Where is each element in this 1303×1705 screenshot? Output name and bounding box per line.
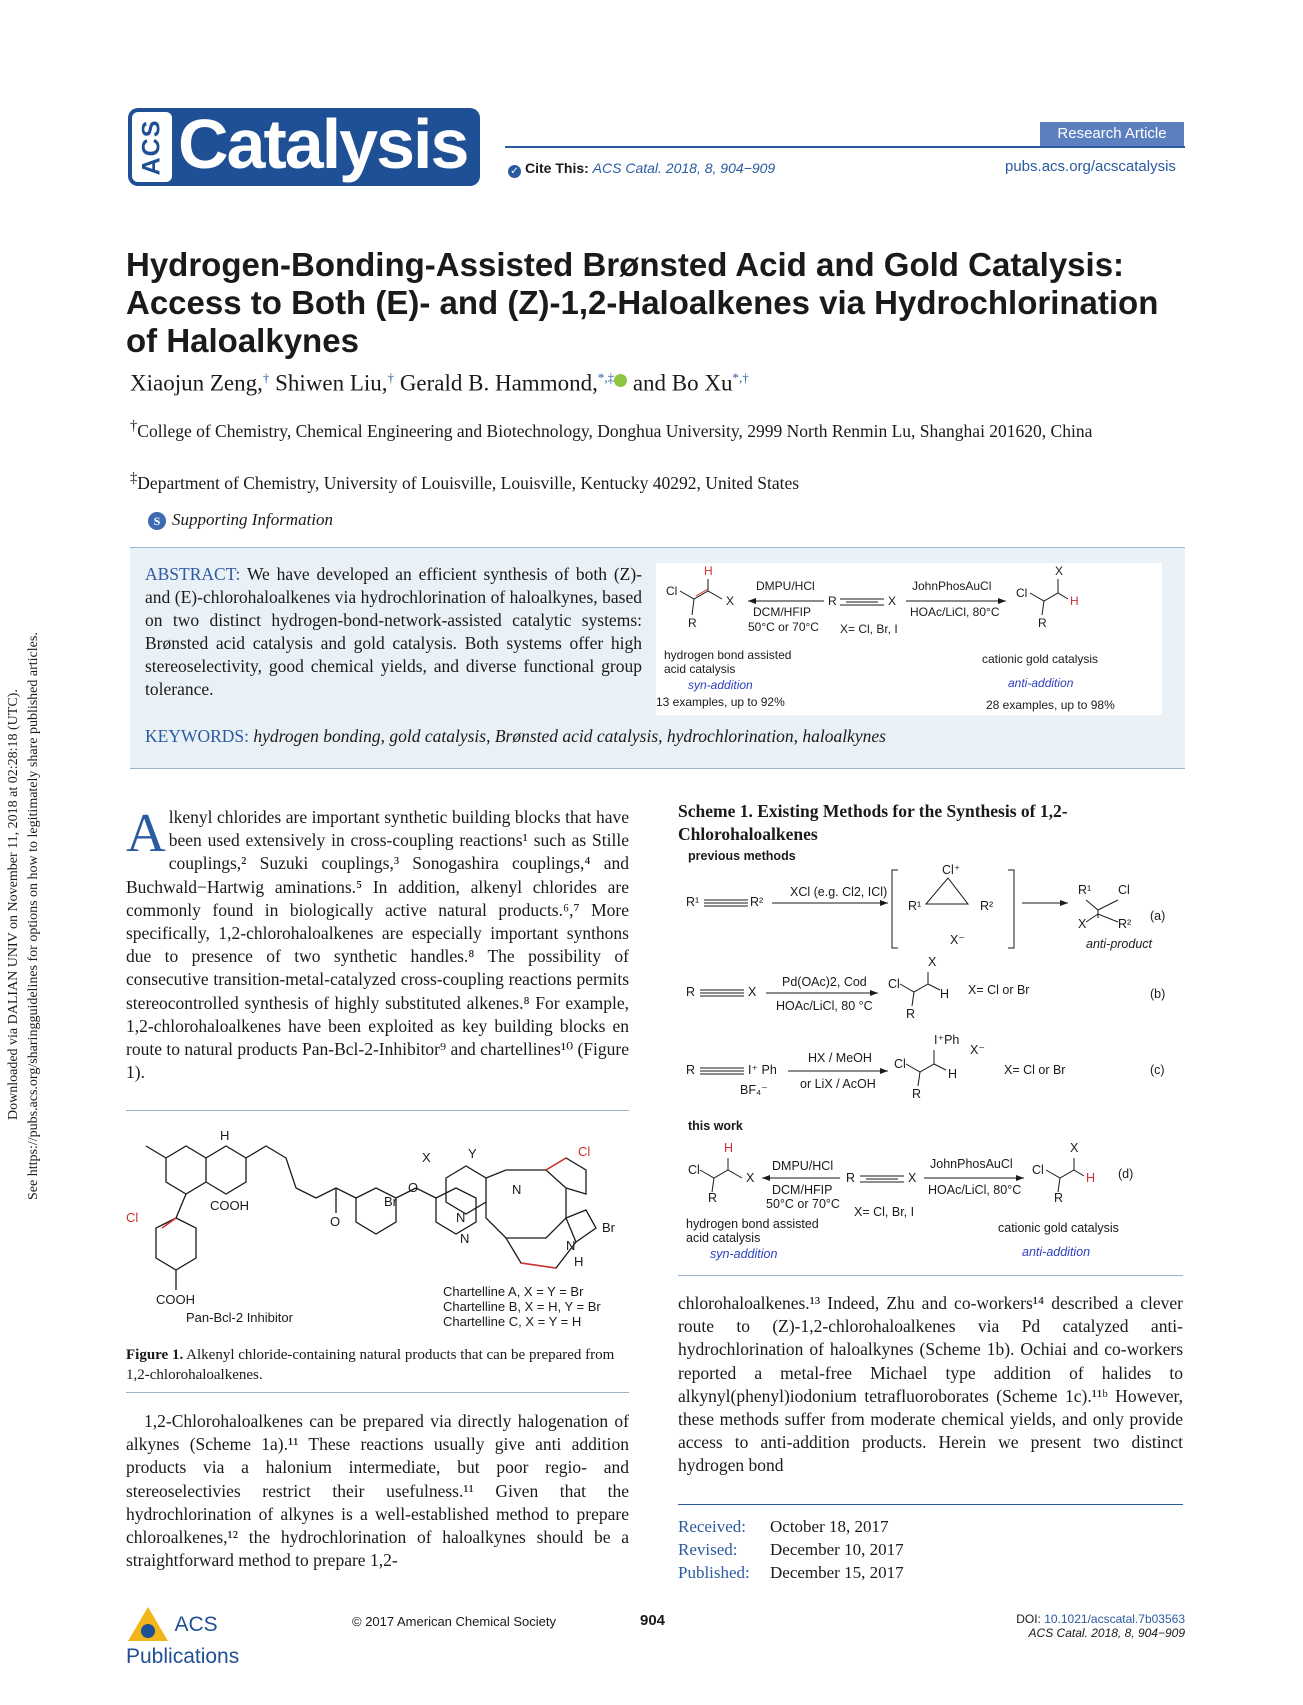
svg-text:Br: Br	[602, 1220, 615, 1235]
svg-text:anti-addition: anti-addition	[1008, 676, 1074, 690]
figure-rule-top	[126, 1110, 629, 1111]
article-type-badge: Research Article	[1040, 122, 1184, 146]
scheme-rule-bottom	[678, 1275, 1183, 1276]
svg-text:DMPU/HCl: DMPU/HCl	[756, 579, 815, 593]
svg-text:Cl: Cl	[888, 977, 900, 991]
figure-1-caption: Figure 1. Alkenyl chloride-containing natural products that can be prepared from 1,2-chlorohaloalkenes.	[126, 1347, 615, 1383]
svg-text:O: O	[330, 1214, 341, 1229]
toc-atom-h: H	[704, 564, 713, 578]
svg-text:H: H	[940, 987, 950, 1001]
svg-text:R: R	[1054, 1191, 1064, 1205]
svg-text:Cl: Cl	[688, 1163, 700, 1177]
toc-atom-r: R	[688, 616, 697, 630]
scheme-1	[678, 848, 1183, 1268]
affiliation-1: †College of Chemistry, Chemical Engineering and Biotechnology, Donghua University, 2999 North Renmin Lu, Shanghai 201620, China	[130, 418, 1093, 441]
svg-text:R¹: R¹	[686, 895, 700, 909]
svg-text:(c): (c)	[1150, 1063, 1165, 1077]
svg-text:X= Cl, Br, I: X= Cl, Br, I	[854, 1205, 915, 1219]
download-notice	[2, 520, 42, 1200]
fig1-label-chartelline-a: Chartelline A, X = Y = Br	[443, 1284, 584, 1299]
svg-text:R: R	[846, 1171, 856, 1185]
svg-text:Cl: Cl	[578, 1144, 591, 1159]
scheme-1-title: Scheme 1. Existing Methods for the Synthesis of 1,2-Chlorohaloalkenes	[678, 801, 1068, 844]
body-left-paragraph-1: Alkenyl chlorides are important synthetic building blocks that have been used extensively in cross-coupling reactions¹ such as Stille couplings,² Suzuki couplings,³ Sonogashira couplings,⁴ and Buchwald−Hartwig aminations.⁵ In addition, alkenyl chlorides are commonly found in biologically active natural products.⁶,⁷ More specifically, 1,2-chlorohaloalkenes are especially important synthons due to presence of two synthetic handles.⁸ The possibility of consecutive transition-metal-catalyzed cross-coupling reactions permits stereocontrolled synthesis of highly substituted alkenes.⁸ For example, 1,2-chlorohaloalkenes have been exploited as key building blocks en route to natural products Pan-Bcl-2-Inhibitor⁹ and chartellines¹⁰ (Figure 1).	[126, 802, 629, 1083]
download-line-2: See https://pubs.acs.org/sharingguidelines for options on how to legitimately share published articles.	[26, 632, 41, 1200]
svg-text:Pd(OAc)2, Cod: Pd(OAc)2, Cod	[782, 975, 867, 989]
author-list: Xiaojun Zeng,† Shiwen Liu,† Gerald B. Hammond,*,‡ and Bo Xu*,†	[130, 370, 749, 396]
svg-text:R: R	[708, 1191, 718, 1205]
body-right-paragraph-1: chlorohaloalkenes.¹³ Indeed, Zhu and co-workers¹⁴ described a clever route to (Z)-1,2-chlorohaloalkenes via Pd catalyzed anti-hydrochlorination of haloalkynes (Scheme 1b). Ochiai and co-workers reported a metal-free Michael type addition of halides to alkynyl(phenyl)iodonium tetrafluoroborates (Scheme 1c).¹¹ᵇ However, these methods suffer from moderate chemical yields, and only provide access to anti-addition products. Herein we present two distinct hydrogen bond	[678, 1293, 1183, 1476]
svg-text:R²: R²	[1118, 917, 1132, 931]
svg-text:N: N	[456, 1210, 466, 1225]
svg-text:O: O	[408, 1180, 419, 1195]
svg-text:H: H	[574, 1254, 584, 1269]
svg-text:JohnPhosAuCl: JohnPhosAuCl	[930, 1157, 1013, 1171]
svg-text:X: X	[1078, 917, 1087, 931]
svg-text:(d): (d)	[1118, 1167, 1134, 1181]
svg-text:Cl: Cl	[1118, 883, 1130, 897]
svg-text:syn-addition: syn-addition	[688, 678, 753, 692]
svg-text:X: X	[746, 1171, 755, 1185]
cooh-label: COOH	[210, 1198, 249, 1213]
svg-text:X: X	[748, 985, 757, 999]
affiliation-2: ‡Department of Chemistry, University of Louisville, Louisville, Kentucky 40292, United States	[130, 470, 800, 493]
figure-1-structures	[126, 1118, 629, 1338]
doi-link[interactable]: 10.1021/acscatal.7b03563	[1044, 1612, 1185, 1626]
svg-text:Cl: Cl	[1032, 1163, 1044, 1177]
svg-text:R: R	[686, 1063, 696, 1077]
svg-text:R: R	[912, 1087, 922, 1101]
toc-atom-cl: Cl	[666, 584, 678, 598]
toc-graphic	[656, 563, 1162, 715]
svg-text:acid catalysis: acid catalysis	[686, 1231, 761, 1245]
svg-text:Cl: Cl	[894, 1057, 906, 1071]
svg-text:X= Cl, Br, I: X= Cl, Br, I	[840, 622, 898, 636]
svg-text:cationic gold catalysis: cationic gold catalysis	[982, 652, 1099, 666]
svg-text:50°C or 70°C: 50°C or 70°C	[748, 620, 819, 634]
svg-text:previous methods: previous methods	[688, 849, 796, 863]
svg-text:anti-product: anti-product	[1086, 937, 1153, 951]
toc-atom-x: X	[726, 594, 735, 608]
check-icon: ✓	[508, 165, 521, 178]
fig1-label-chartelline-c: Chartelline C, X = Y = H	[443, 1314, 582, 1329]
svg-text:H: H	[220, 1128, 230, 1143]
svg-text:H: H	[1086, 1171, 1096, 1185]
svg-text:N: N	[512, 1182, 522, 1197]
author-1[interactable]: Xiaojun Zeng,	[130, 370, 263, 396]
svg-text:13 examples, up to 92%: 13 examples, up to 92%	[656, 695, 785, 709]
svg-text:Br: Br	[384, 1194, 397, 1209]
journal-url[interactable]: pubs.acs.org/acscatalysis	[1005, 158, 1176, 175]
svg-text:I⁺ Ph: I⁺ Ph	[748, 1063, 777, 1077]
svg-text:DCM/HFIP: DCM/HFIP	[753, 605, 811, 619]
svg-text:BF₄⁻: BF₄⁻	[740, 1083, 768, 1097]
cite-this[interactable]: ✓ Cite This: ACS Catal. 2018, 8, 904−909	[508, 160, 775, 178]
svg-text:X= Cl or Br: X= Cl or Br	[1004, 1063, 1066, 1077]
author-4[interactable]: and Bo Xu	[632, 370, 733, 396]
svg-text:R²: R²	[750, 895, 764, 909]
svg-text:R²: R²	[980, 899, 994, 913]
figure-1	[126, 1118, 629, 1338]
svg-text:H: H	[1070, 594, 1079, 608]
svg-text:HX / MeOH: HX / MeOH	[808, 1051, 872, 1065]
svg-text:Cl: Cl	[1016, 586, 1028, 600]
figure-rule-bottom	[126, 1392, 629, 1393]
page-number: 904	[640, 1612, 666, 1629]
abstract: ABSTRACT: We have developed an efficient synthesis of both (Z)- and (E)-chlorohaloalkenes via hydrochlorination of haloalkynes, based on two distinct hydrogen-bond-network-assisted catalytic systems: Brønsted acid catalysis and gold catalysis. Both systems offer high stereoselectivity, good chemical yields, and diverse functional group tolerance.	[145, 564, 642, 699]
supporting-info-icon: S	[148, 512, 166, 530]
svg-text:hydrogen bond assisted: hydrogen bond assisted	[664, 648, 792, 662]
header-rule	[505, 146, 1185, 148]
svg-text:cationic gold catalysis: cationic gold catalysis	[998, 1221, 1119, 1235]
svg-text:X⁻: X⁻	[970, 1043, 985, 1057]
svg-text:X: X	[1070, 1141, 1079, 1155]
svg-text:(a): (a)	[1150, 909, 1166, 923]
svg-text:N: N	[460, 1231, 470, 1246]
svg-text:this work: this work	[688, 1119, 743, 1133]
svg-text:X= Cl or Br: X= Cl or Br	[968, 983, 1030, 997]
logo-journal-name: Catalysis	[178, 105, 468, 183]
svg-text:or LiX / AcOH: or LiX / AcOH	[800, 1077, 876, 1091]
svg-text:X: X	[422, 1150, 431, 1165]
copyright: © 2017 American Chemical Society	[352, 1614, 556, 1629]
svg-text:JohnPhosAuCl: JohnPhosAuCl	[912, 579, 992, 593]
svg-text:N: N	[566, 1238, 576, 1253]
body-left-paragraph-2: 1,2-Chlorohaloalkenes can be prepared via directly halogenation of alkynes (Scheme 1a).¹¹ These reactions usually give anti addition products via a halonium intermediate, but poor regio- and stereoselectivies restrict their usefulness.¹¹ Given that the hydrochlorination of alkynes is a well-established method to prepare chloroalkenes,¹² the hydrochlorination of haloalkynes should be a straightforward method to prepare 1,2-	[126, 1411, 629, 1571]
svg-text:X: X	[1055, 564, 1064, 578]
cooh-label-2: COOH	[156, 1292, 195, 1307]
svg-text:R: R	[906, 1007, 916, 1021]
svg-text:HOAc/LiCl, 80°C: HOAc/LiCl, 80°C	[928, 1183, 1022, 1197]
fig1-label-chartelline-b: Chartelline B, X = H, Y = Br	[443, 1299, 601, 1314]
drop-cap: A	[126, 802, 166, 863]
article-title: Hydrogen-Bonding-Assisted Brønsted Acid and Gold Catalysis: Access to Both (E)- and (Z)-1,2-Haloalkenes via Hydrochlorination of Haloalkynes	[126, 246, 1159, 359]
svg-text:I⁺Ph: I⁺Ph	[934, 1033, 960, 1047]
svg-text:28 examples, up to 98%: 28 examples, up to 98%	[986, 698, 1115, 712]
svg-text:(b): (b)	[1150, 987, 1166, 1001]
svg-text:HOAc/LiCl, 80 °C: HOAc/LiCl, 80 °C	[776, 999, 873, 1013]
orcid-icon[interactable]	[614, 374, 627, 387]
svg-text:hydrogen bond assisted: hydrogen bond assisted	[686, 1217, 819, 1231]
svg-text:DMPU/HCl: DMPU/HCl	[772, 1159, 834, 1173]
svg-text:R¹: R¹	[1078, 883, 1092, 897]
author-2[interactable]: Shiwen Liu,	[275, 370, 388, 396]
svg-text:XCl (e.g. Cl2, ICl): XCl (e.g. Cl2, ICl)	[790, 885, 888, 899]
svg-text:Cl: Cl	[126, 1210, 139, 1225]
svg-text:acid catalysis: acid catalysis	[664, 662, 736, 676]
svg-text:H: H	[724, 1141, 734, 1155]
keywords: KEYWORDS: hydrogen bonding, gold catalysis, Brønsted acid catalysis, hydrochlorination, haloalkynes	[145, 726, 886, 746]
toc-scheme	[656, 563, 1162, 715]
scheme-1-graphic	[678, 848, 1183, 1268]
svg-text:R: R	[828, 594, 837, 608]
fig1-label-pan: Pan-Bcl-2 Inhibitor	[186, 1310, 293, 1325]
svg-text:DCM/HFIP: DCM/HFIP	[772, 1183, 833, 1197]
svg-text:HOAc/LiCl, 80°C: HOAc/LiCl, 80°C	[910, 605, 1000, 619]
svg-text:R: R	[1038, 616, 1047, 630]
supporting-info-link[interactable]: S Supporting Information	[148, 510, 333, 530]
svg-text:50°C or 70°C: 50°C or 70°C	[766, 1197, 840, 1211]
svg-text:X⁻: X⁻	[950, 933, 965, 947]
svg-text:R¹: R¹	[908, 899, 922, 913]
svg-text:X: X	[908, 1171, 917, 1185]
svg-text:X: X	[888, 594, 897, 608]
svg-text:Y: Y	[468, 1146, 477, 1161]
doi-block: DOI: 10.1021/acscatal.7b03563 ACS Catal. 2018, 8, 904−909	[1016, 1612, 1185, 1640]
svg-text:R: R	[686, 985, 696, 999]
author-3[interactable]: Gerald B. Hammond,	[399, 370, 598, 396]
svg-text:H: H	[948, 1067, 958, 1081]
acs-publications-icon	[126, 1605, 170, 1645]
svg-text:Cl⁺: Cl⁺	[942, 863, 961, 877]
article-dates: Received: October 18, 2017 Revised: December 10, 2017 Published: December 15, 2017	[678, 1517, 904, 1582]
svg-text:X: X	[928, 955, 937, 969]
dates-rule	[678, 1504, 1183, 1505]
logo-acs-mark: ACS	[132, 112, 172, 182]
download-line-1: Downloaded via DALIAN UNIV on November 11, 2018 at 02:28:18 (UTC).	[6, 689, 21, 1120]
cite-ref[interactable]: ACS Catal. 2018, 8, 904−909	[592, 160, 776, 176]
publisher-logo[interactable]: ACS Publications	[126, 1605, 326, 1669]
svg-text:syn-addition: syn-addition	[710, 1247, 778, 1261]
svg-text:anti-addition: anti-addition	[1022, 1245, 1091, 1259]
